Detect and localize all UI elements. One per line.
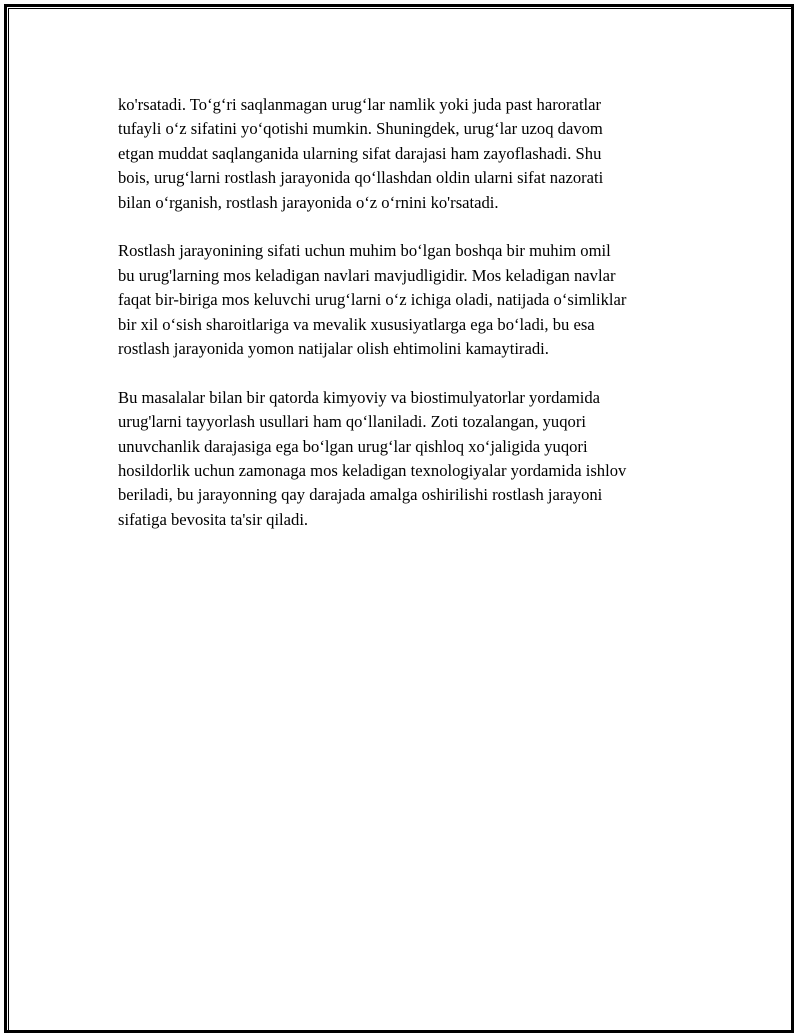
text-line: ko'rsatadi. To‘g‘ri saqlanmagan urug‘lar namlik yoki juda past haroratlar bbox=[118, 95, 602, 114]
text-line: bilan o‘rganish, rostlash jarayonida o‘z o‘rnini ko'rsatadi. bbox=[118, 192, 499, 212]
text-line: Bu masalalar bilan bir qatorda kimyoviy va biostimulyatorlar yordamida bbox=[118, 387, 601, 407]
document-body bbox=[118, 93, 718, 557]
text-line: faqat bir-biriga mos keluvchi urug‘larni o‘z ichiga oladi, natijada o‘simliklar bbox=[118, 290, 627, 310]
paragraph-2 bbox=[118, 239, 718, 361]
text-line: bois, urug‘larni rostlash jarayonida qo‘llashdan oldin ularni sifat nazorati bbox=[118, 168, 604, 188]
text-line: beriladi, bu jarayonning qay darajada amalga oshirilishi rostlash jarayoni bbox=[118, 485, 603, 505]
text-line: bir xil o‘sish sharoitlariga va mevalik xususiyatlarga ega bo‘ladi, bu esa bbox=[118, 314, 595, 334]
paragraph-3 bbox=[118, 386, 718, 532]
text-line: etgan muddat saqlanganida ularning sifat darajasi ham zayoflashadi. Shu bbox=[118, 143, 602, 163]
text-line: tufayli o‘z sifatini yo‘qotishi mumkin. Shuningdek, urug‘lar uzoq davom bbox=[118, 119, 603, 139]
text-line: sifatiga bevosita ta'sir qiladi. bbox=[118, 509, 309, 529]
text-line: hosildorlik uchun zamonaga mos keladigan texnologiyalar yordamida ishlov bbox=[118, 461, 627, 481]
text-line: urug'larni tayyorlash usullari ham qo‘llaniladi. Zoti tozalangan, yuqori bbox=[118, 412, 586, 432]
text-line: bu urug'larning mos keladigan navlari mavjudligidir. Mos keladigan navlar bbox=[118, 265, 616, 285]
text-line: unuvchanlik darajasiga ega bo‘lgan urug‘lar qishloq xo‘jaligida yuqori bbox=[118, 436, 588, 456]
text-line: rostlash jarayonida yomon natijalar olish ehtimolini kamaytiradi. bbox=[118, 339, 549, 359]
paragraph-1 bbox=[118, 93, 718, 215]
text-line: Rostlash jarayonining sifati uchun muhim bo‘lgan boshqa bir muhim omil bbox=[118, 241, 611, 261]
